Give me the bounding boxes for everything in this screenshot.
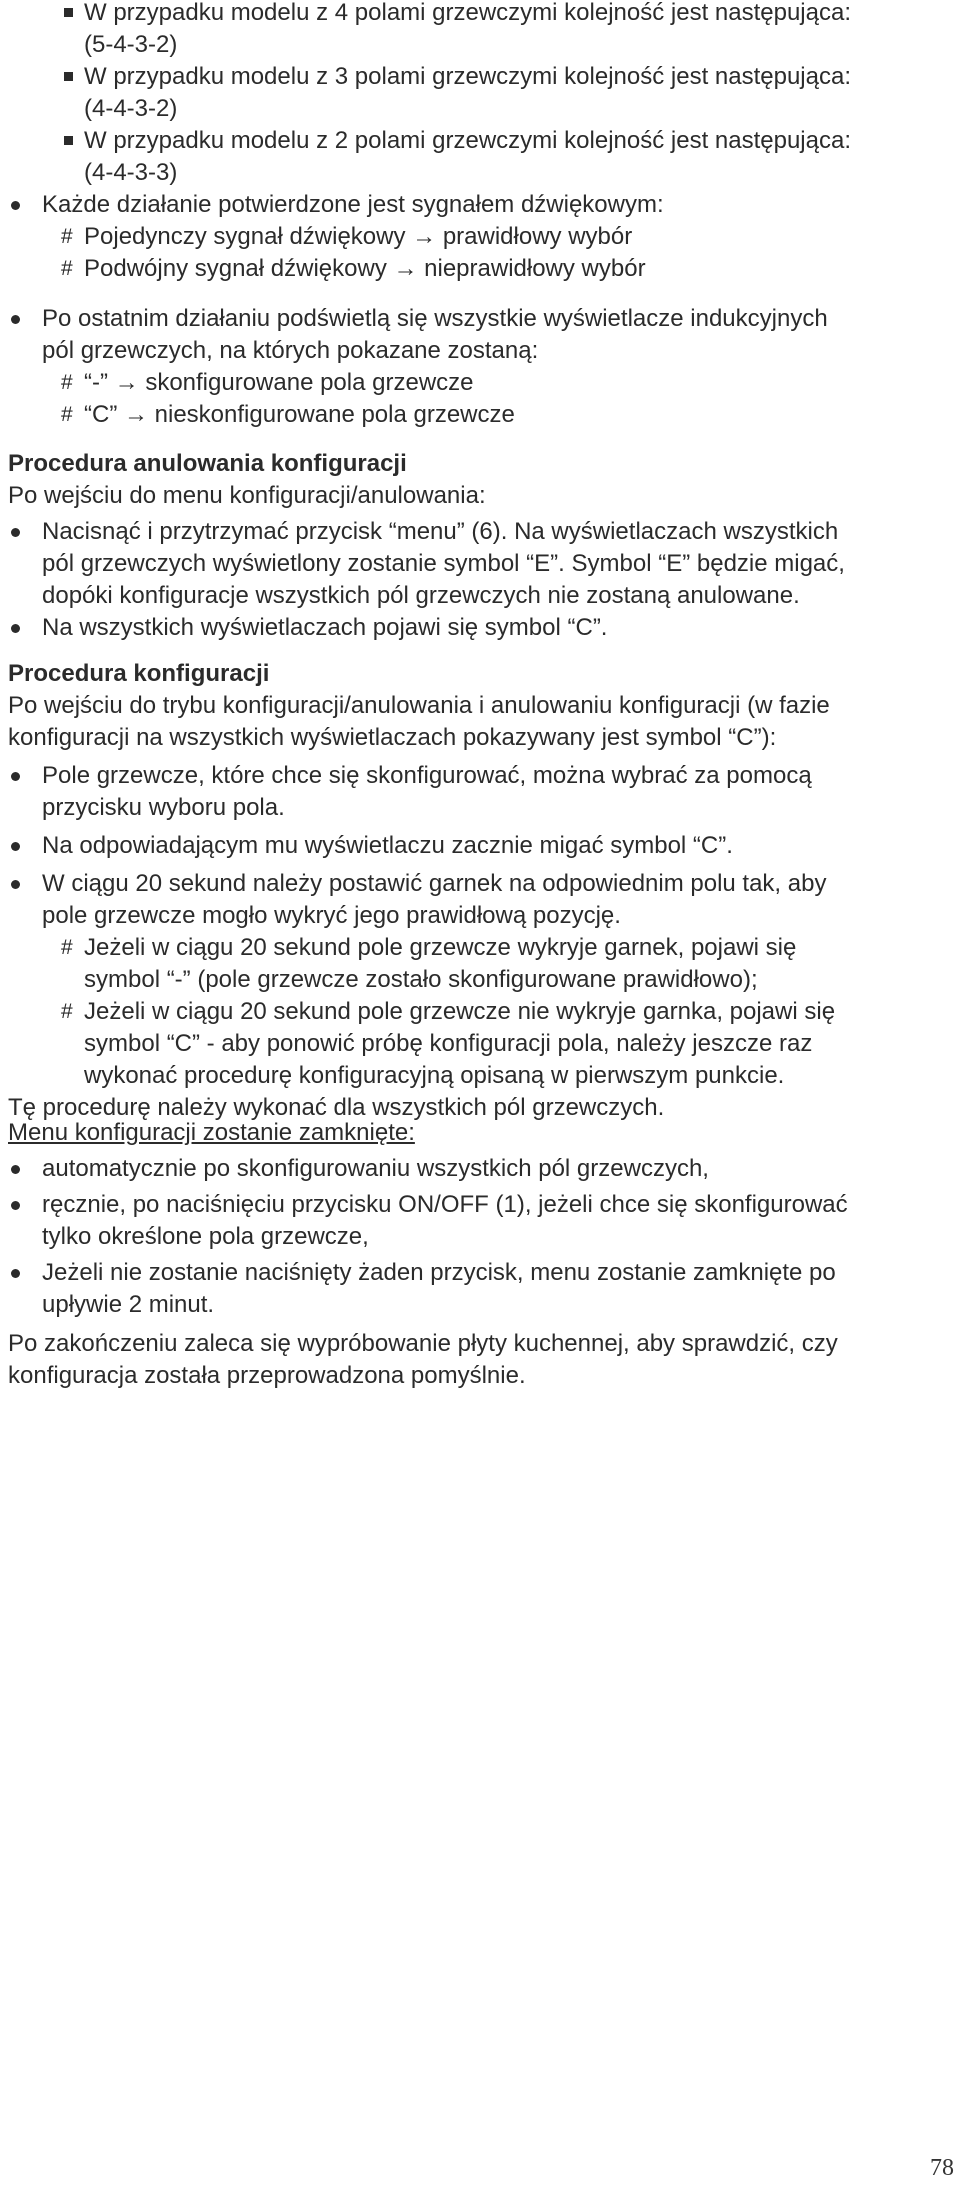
cancel-bullet (8, 612, 948, 644)
hash-icon: # (61, 371, 73, 394)
sound-sub-item (8, 253, 948, 285)
text-line: Jeżeli w ciągu 20 sekund pole grzewcze nie wykryje garnka, pojawi się (84, 998, 836, 1025)
section-intro: Po wejściu do trybu konfiguracji/anulowania i anulowaniu konfiguracji (w fazie (8, 692, 830, 719)
section-intro: Po wejściu do menu konfiguracji/anulowania: (8, 482, 486, 509)
config-procedure-section (8, 658, 948, 1124)
text-line: tylko określone pola grzewcze, (42, 1223, 369, 1250)
bullet-icon (11, 528, 20, 537)
square-bullet-icon (64, 136, 73, 145)
text-line: symbol “C” - aby ponowić próbę konfiguracji pola, należy jeszcze raz (84, 1030, 813, 1057)
text-line: W ciągu 20 sekund należy postawić garnek na odpowiednim polu tak, aby (42, 870, 827, 897)
last-action-sub-item (8, 399, 948, 431)
hash-icon: # (61, 257, 73, 280)
text-line: Podwójny sygnał dźwiękowy → nieprawidłowy wybór (84, 255, 646, 282)
hash-icon: # (61, 225, 73, 248)
text-line: Jeżeli nie zostanie naciśnięty żaden przycisk, menu zostanie zamknięte po (42, 1259, 836, 1286)
text-line: “-” → skonfigurowane pola grzewcze (84, 369, 474, 396)
square-bullet-icon (64, 8, 73, 17)
hash-icon: # (61, 1000, 73, 1023)
bullet-icon (11, 201, 20, 210)
section-heading: Procedura konfiguracji (8, 660, 270, 687)
config-bullet (8, 760, 948, 824)
close-bullet (8, 1153, 948, 1185)
hash-icon: # (61, 936, 73, 959)
last-action-bullet (8, 303, 948, 367)
text-line: przycisku wyboru pola. (42, 794, 285, 821)
text-line: pól grzewczych, na których pokazane zostaną: (42, 337, 539, 364)
text-line: W przypadku modelu z 3 polami grzewczymi kolejność jest następująca: (84, 63, 852, 90)
bullet-icon (11, 1269, 20, 1278)
text-line: konfiguracja została przeprowadzona pomyślnie. (8, 1362, 526, 1389)
cancel-bullet (8, 516, 948, 612)
text-line: Po zakończeniu zaleca się wypróbowanie płyty kuchennej, aby sprawdzić, czy (8, 1330, 838, 1357)
text-line: dopóki konfiguracje wszystkich pól grzewczych nie zostaną anulowane. (42, 582, 800, 609)
square-bullet-icon (64, 72, 73, 81)
section-heading: Menu konfiguracji zostanie zamknięte: (8, 1119, 415, 1146)
page-number: 78 (930, 2155, 954, 2181)
bullet-icon (11, 842, 20, 851)
config-sub-item (8, 932, 948, 996)
model-order-list (8, 0, 948, 189)
text-line: Na wszystkich wyświetlaczach pojawi się symbol “C”. (42, 614, 608, 641)
text-line: ręcznie, po naciśnięciu przycisku ON/OFF (1), jeżeli chce się skonfigurować (42, 1191, 848, 1218)
close-bullet (8, 1189, 948, 1253)
sound-confirmation-section (8, 189, 948, 285)
bullet-icon (11, 315, 20, 324)
text-line: Każde działanie potwierdzone jest sygnałem dźwiękowym: (42, 191, 664, 218)
text-line: wykonać procedurę konfiguracyjną opisaną w pierwszym punkcie. (84, 1062, 785, 1089)
text-line: W przypadku modelu z 2 polami grzewczymi kolejność jest następująca: (84, 127, 852, 154)
text-line: Jeżeli w ciągu 20 sekund pole grzewcze wykryje garnek, pojawi się (84, 934, 797, 961)
menu-close-section (8, 1117, 948, 1321)
text-line: Na odpowiadającym mu wyświetlaczu zacznie migać symbol “C”. (42, 832, 733, 859)
bullet-icon (11, 624, 20, 633)
bullet-icon (11, 772, 20, 781)
bullet-icon (11, 1201, 20, 1210)
config-bullet (8, 830, 948, 862)
last-action-sub-item (8, 367, 948, 399)
text-line: (5-4-3-2) (84, 31, 178, 58)
text-line: pole grzewcze mogło wykryć jego prawidłową pozycję. (42, 902, 621, 929)
text-line: W przypadku modelu z 4 polami grzewczymi kolejność jest następująca: (84, 0, 852, 26)
sound-bullet (8, 189, 948, 221)
text-line: Pole grzewcze, które chce się skonfigurować, można wybrać za pomocą (42, 762, 812, 789)
bullet-icon (11, 880, 20, 889)
section-intro: konfiguracji na wszystkich wyświetlaczach pokazywany jest symbol “C”): (8, 724, 777, 751)
config-bullet (8, 868, 948, 932)
text-line: symbol “-” (pole grzewcze zostało skonfigurowane prawidłowo); (84, 966, 758, 993)
last-action-section (8, 303, 948, 431)
sound-sub-item (8, 221, 948, 253)
final-paragraph (8, 1328, 948, 1392)
text-line: (4-4-3-2) (84, 95, 178, 122)
text-line: automatycznie po skonfigurowaniu wszystkich pól grzewczych, (42, 1155, 709, 1182)
cancel-procedure-section (8, 448, 948, 644)
config-sub-item (8, 996, 948, 1092)
text-line: Pojedynczy sygnał dźwiękowy → prawidłowy wybór (84, 223, 633, 250)
text-line: “C” → nieskonfigurowane pola grzewcze (84, 401, 515, 428)
hash-icon: # (61, 403, 73, 426)
text-line: (4-4-3-3) (84, 159, 178, 186)
text-line: upływie 2 minut. (42, 1291, 215, 1318)
section-heading: Procedura anulowania konfiguracji (8, 450, 407, 477)
model-order-item (8, 0, 948, 61)
text-line: Po ostatnim działaniu podświetlą się wszystkie wyświetlacze indukcyjnych (42, 305, 828, 332)
bullet-icon (11, 1165, 20, 1174)
model-order-item (8, 125, 948, 189)
section-outro: Tę procedurę należy wykonać dla wszystkich pól grzewczych. (8, 1094, 665, 1121)
text-line: pól grzewczych wyświetlony zostanie symbol “E”. Symbol “E” będzie migać, (42, 550, 845, 577)
text-line: Nacisnąć i przytrzymać przycisk “menu” (6). Na wyświetlaczach wszystkich (42, 518, 839, 545)
model-order-item (8, 61, 948, 125)
close-bullet (8, 1257, 948, 1321)
